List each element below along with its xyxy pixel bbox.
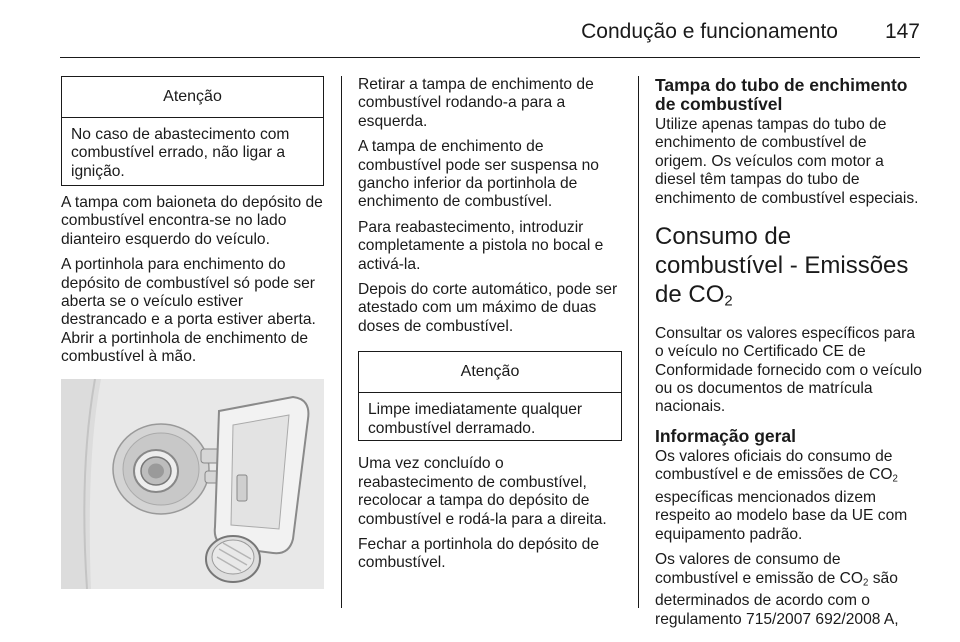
warning-box: [358, 351, 622, 441]
paragraph: Retirar a tampa de enchimento de combustível rodando-a para a esquerda.: [358, 76, 594, 130]
paragraph: A tampa com baioneta do depósito de combustível encontra-se no lado dianteiro esquerdo do veículo.: [61, 194, 323, 248]
paragraph: Fechar a portinhola do depósito de combustível.: [358, 535, 600, 572]
warning-title: Atenção: [62, 77, 323, 118]
paragraph: Depois do corte automático, pode ser atestado com um máximo de duas doses de combustível.: [358, 281, 618, 335]
paragraph: A portinhola para enchimento do depósito de combustível só pode ser aberta se o veículo estiver destrancado e a porta estiver aberta. Abrir a portinhola de enchimento de combustível à mão.: [61, 256, 316, 366]
fuel-filler-illustration: [61, 379, 324, 589]
warning-text: No caso de abastecimento com combustível errado, não ligar a ignição.: [71, 126, 290, 180]
warning-box: [61, 76, 324, 186]
paragraph: Consultar os valores específicos para o veículo no Certificado CE de Conformidade fornecido com o veículo ou os documentos de matrícula nacionais.: [655, 324, 922, 416]
paragraph: Utilize apenas tampas do tubo de enchimento de combustível de origem. Os veículos com motor a diesel têm tampas do tubo de enchimento de combustível especiais.: [655, 116, 919, 207]
paragraph: Os valores oficiais do consumo de combustível e de emissões de $CO_2$ específicas mencionados dizem respeito ao modelo base da UE com equipamento padrão.: [655, 447, 908, 543]
chapter-heading: Consumo de combustível - Emissões de $CO_2$: [655, 223, 909, 310]
section-heading: Informação geral: [655, 425, 797, 446]
paragraph: Para reabastecimento, introduzir completamente a pistola no bocal e activá-la.: [358, 218, 604, 273]
warning-text: Limpe imediatamente qualquer combustível derramado.: [368, 401, 583, 437]
paragraph: A tampa de enchimento de combustível pode ser suspensa no gancho inferior da portinhola de enchimento de combustível.: [358, 138, 599, 211]
section-heading: Tampa do tubo de enchimento de combustível: [655, 75, 908, 114]
column-divider: [341, 76, 342, 608]
page-header: [60, 14, 920, 58]
paragraph: Uma vez concluído o reabastecimento de combustível, recolocar a tampa do depósito de combustível e rodá-la para a direita.: [358, 455, 607, 528]
column-1: [61, 76, 324, 589]
column-divider: [638, 76, 639, 608]
column-2: [358, 76, 622, 580]
column-3: [655, 76, 922, 636]
warning-title: Atenção: [359, 352, 621, 393]
paragraph: Os valores de consumo de combustível e emissão de $CO_2$ são determinados de acordo com o regulamento 715/2007 692/2008 A,: [655, 551, 899, 628]
page-number: 147: [884, 20, 920, 43]
chapter-title: Condução e funcionamento: [581, 20, 838, 43]
